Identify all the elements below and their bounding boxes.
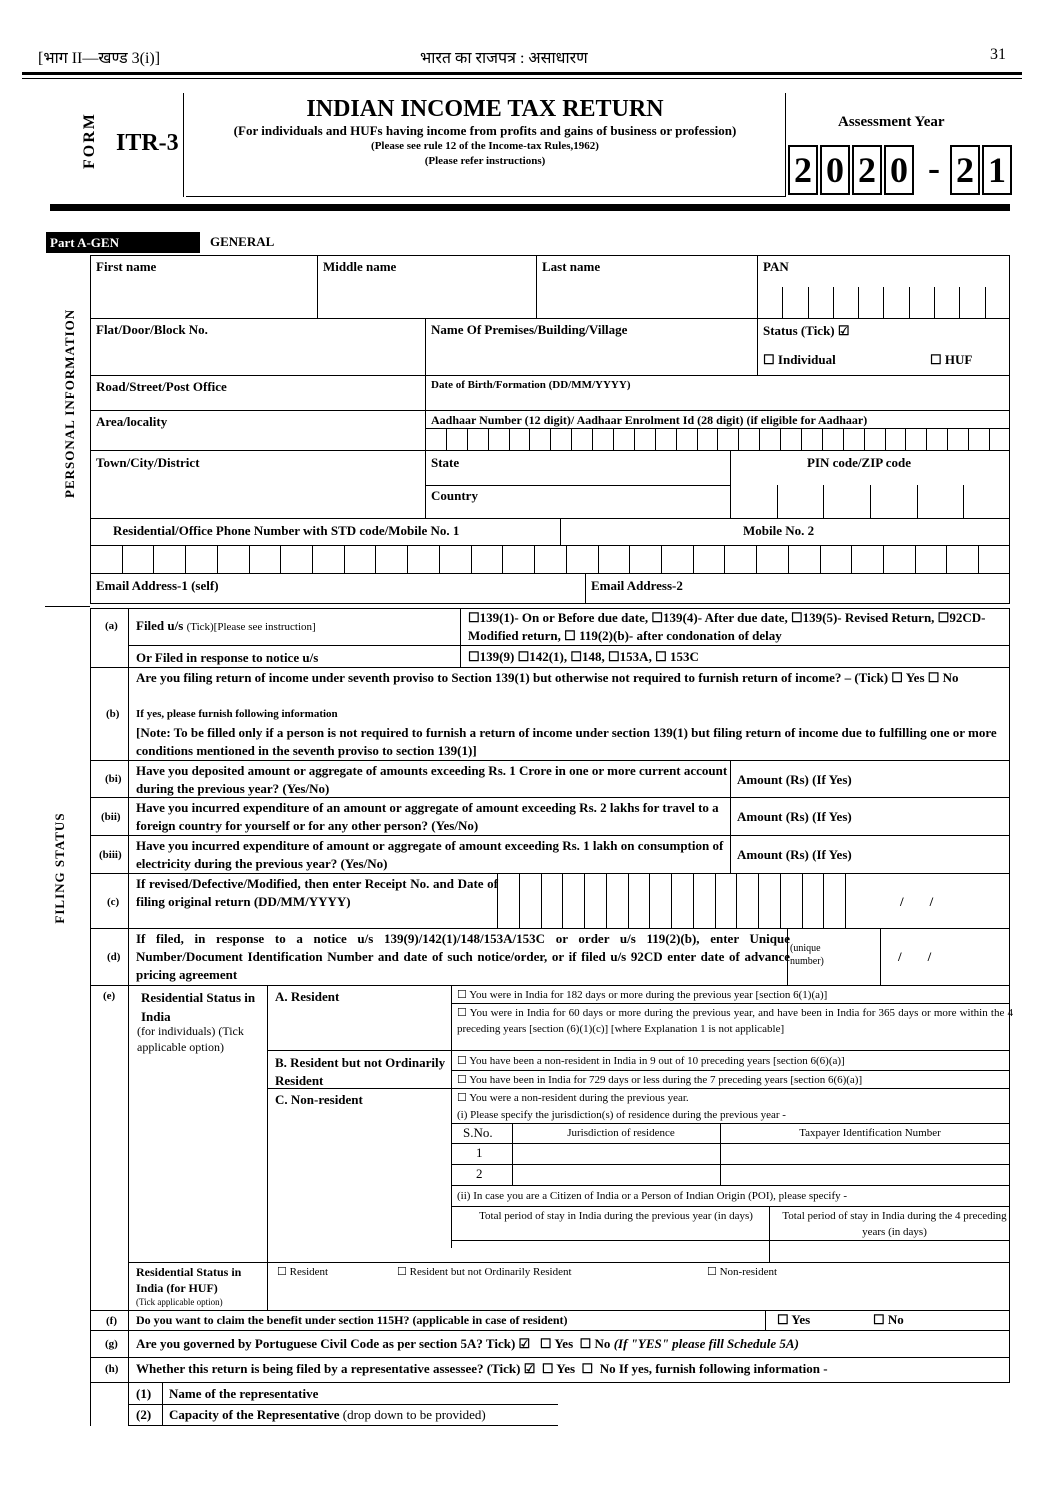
digit-box[interactable] (978, 545, 1010, 573)
form-subtitle: (For individuals and HUFs having income from profits and gains of business or profession) (233, 123, 737, 138)
digit-box[interactable] (661, 545, 693, 573)
digit-box[interactable] (934, 287, 959, 318)
amount-label[interactable]: Amount (Rs) (If Yes) (737, 809, 852, 824)
jurisdiction-row-1: 1 (476, 1145, 483, 1160)
filed-us-text: Filed u/s (136, 618, 184, 633)
digit-box[interactable] (757, 287, 782, 318)
assessment-year-digit: 0 (820, 145, 850, 195)
row-line (90, 1382, 1010, 1383)
country-label: Country (431, 488, 478, 503)
residential-status-title: Residential Status in India (141, 990, 256, 1024)
tin-header: Taxpayer Identification Number (799, 1127, 941, 1139)
jurisdiction-row-2: 2 (476, 1166, 483, 1181)
digit-box[interactable] (780, 428, 801, 450)
form-title: INDIAN INCOME TAX RETURN (306, 96, 664, 122)
digit-box[interactable] (550, 428, 571, 450)
digit-box[interactable] (989, 428, 1010, 450)
row-line (451, 1164, 1010, 1165)
digit-box[interactable] (613, 428, 634, 450)
digit-box[interactable] (963, 485, 1010, 518)
pin-code-input[interactable] (730, 485, 1010, 518)
filed-us-label (131, 616, 321, 637)
digit-box[interactable] (883, 545, 915, 573)
digit-box[interactable] (959, 287, 984, 318)
digit-box[interactable] (715, 873, 737, 928)
pan-input[interactable] (757, 287, 1010, 318)
item-index: (g) (105, 1338, 118, 1350)
sno-header: S.No. (463, 1125, 493, 1140)
digit-box[interactable] (730, 485, 777, 518)
resident-option-2[interactable]: ☐ You were in India for 60 days or more during the previous year, and have been in India for 365 days or more within the 4 preceding years [section (6)(1)(c)] [where Explanation 1 is not applicable] (457, 1007, 1013, 1035)
rnor-option-2[interactable]: ☐ You have been in India for 729 days or less during the 7 preceding years [section 6(6)(a)] (457, 1074, 863, 1086)
huf-resident-checkbox[interactable]: ☐ Resident (277, 1266, 329, 1278)
middle-name-label: Middle name (323, 259, 397, 274)
item-index: (h) (105, 1363, 119, 1375)
digit-box[interactable] (905, 428, 926, 450)
notice-order-question: If filed, in response to a notice u/s 139(9)/142(1)/148/153A/153C or order u/s 119(2)(b), enter Unique Number/Document Identification Number and date of such notice/order, or if filed u/s 92CD enter date of advance pricing agreement (136, 931, 790, 982)
digit-box[interactable] (280, 545, 312, 573)
digit-box[interactable] (375, 545, 407, 573)
form-label: FORM (81, 112, 98, 169)
item-index: (f) (106, 1315, 117, 1327)
digit-box[interactable] (606, 873, 628, 928)
current-account-question: Have you deposited amount or aggregate of amounts exceeding Rs. 1 Crore in one or more current account during the previous year? (Yes/No) (136, 763, 728, 796)
huf-status-title: Residential Status in India (for HUF) (136, 1265, 242, 1295)
digit-box[interactable] (446, 428, 467, 450)
jurisdiction-instruction: (i) Please specify the jurisdiction(s) of residence during the previous year - (457, 1109, 786, 1121)
portuguese-code-text: Are you governed by Portuguese Civil Code as per section 5A? Tick) ☑ ☐ Yes ☐ No (136, 1336, 611, 1351)
digit-box[interactable] (909, 287, 934, 318)
digit-box[interactable] (634, 428, 655, 450)
digit-box[interactable] (502, 545, 534, 573)
filing-status-side-label: FILING STATUS (52, 812, 67, 924)
digit-box[interactable] (598, 545, 630, 573)
digit-box[interactable] (439, 545, 471, 573)
assessment-year-digit: 2 (852, 145, 882, 195)
status-label: Status (Tick) ☑ (763, 323, 850, 338)
non-resident-label: C. Non-resident (275, 1092, 363, 1107)
digit-box[interactable] (758, 873, 780, 928)
divider (186, 196, 786, 197)
item-index: (2) (136, 1407, 152, 1422)
item-index: (b) (106, 708, 120, 720)
dob-label: Date of Birth/Formation (DD/MM/YYYY) (431, 379, 631, 391)
divider (22, 72, 1022, 75)
row-line (90, 1357, 1010, 1358)
row-line (451, 1185, 1010, 1186)
pan-label: PAN (763, 259, 789, 274)
digit-box[interactable] (693, 545, 725, 573)
digit-box[interactable] (917, 485, 964, 518)
digit-box[interactable] (780, 873, 802, 928)
item-index: (biii) (99, 849, 122, 861)
digit-box[interactable] (584, 873, 606, 928)
original-return-date[interactable]: / / (900, 894, 934, 909)
form-title-block (186, 96, 784, 169)
col-line (128, 608, 129, 1426)
digit-box[interactable] (509, 428, 530, 450)
representative-name-label: Name of the representative (169, 1386, 319, 1401)
digit-box[interactable] (566, 545, 598, 573)
receipt-number-input[interactable] (497, 873, 867, 928)
divider (785, 93, 786, 197)
digit-box[interactable] (649, 873, 671, 928)
town-label: Town/City/District (96, 455, 200, 470)
last-name-label: Last name (542, 259, 601, 274)
status-individual-checkbox[interactable]: ☐ Individual (763, 352, 836, 367)
digit-box[interactable] (985, 287, 1010, 318)
personal-info-side-label: PERSONAL INFORMATION (62, 308, 77, 498)
assessment-year-label: Assessment Year (838, 114, 945, 130)
digit-box[interactable] (217, 545, 249, 573)
representative-capacity-note: (drop down to be provided) (342, 1407, 486, 1422)
digit-box[interactable] (823, 873, 845, 928)
notice-options[interactable]: ☐139(9) ☐142(1), ☐148, ☐153A, ☐ 153C (468, 649, 699, 664)
premises-label: Name Of Premises/Building/Village (431, 322, 628, 337)
notice-label: Or Filed in response to notice u/s (136, 650, 319, 665)
digit-box[interactable] (541, 873, 563, 928)
col-line (560, 518, 561, 545)
part-label: Part A-GEN (46, 232, 200, 253)
digit-box[interactable] (947, 428, 968, 450)
digit-box[interactable] (845, 873, 867, 928)
digit-box[interactable] (802, 873, 824, 928)
foreign-travel-question: Have you incurred expenditure of an amount or aggregate of amount exceeding Rs. 2 lakhs for travel to a foreign country for yourself or for any other person? (Yes/No) (136, 800, 719, 833)
row-line (451, 1143, 1010, 1144)
area-label: Area/locality (96, 414, 168, 429)
digit-box[interactable] (759, 428, 780, 450)
digit-box[interactable] (655, 428, 676, 450)
digit-box[interactable] (823, 485, 870, 518)
row-line (90, 318, 1010, 319)
digit-box[interactable] (858, 287, 883, 318)
digit-box[interactable] (312, 545, 344, 573)
digit-box[interactable] (777, 485, 824, 518)
digit-box[interactable] (736, 873, 758, 928)
seventh-proviso-question[interactable]: Are you filing return of income under seventh proviso to Section 139(1) but otherwise not required to furnish return of income? – (Tick) ☐ Yes ☐ No (136, 670, 959, 685)
page-number: 31 (990, 46, 1006, 63)
digit-box[interactable] (782, 287, 807, 318)
digit-box[interactable] (519, 873, 541, 928)
digit-box[interactable] (833, 287, 858, 318)
item-index: (c) (107, 896, 120, 908)
digit-box[interactable] (717, 428, 738, 450)
residential-status-sub: (for individuals) (Tick applicable option) (137, 1024, 244, 1054)
digit-box[interactable] (471, 545, 503, 573)
digit-box[interactable] (885, 428, 906, 450)
row-line (267, 1050, 1010, 1051)
digit-box[interactable] (693, 873, 715, 928)
col-line (162, 1382, 163, 1425)
col-line (90, 608, 91, 1426)
status-huf-checkbox[interactable]: ☐ HUF (930, 352, 973, 367)
first-name-label: First name (96, 259, 157, 274)
row-line (90, 518, 1010, 519)
item-index: (bii) (101, 811, 121, 823)
stay-4-years-header: Total period of stay in India during the 4 preceding years (in days) (782, 1210, 1007, 1238)
form-refer: (Please refer instructions) (424, 155, 546, 167)
representative-capacity-text: Capacity of the Representative (169, 1407, 340, 1422)
flat-label: Flat/Door/Block No. (96, 322, 208, 337)
huf-status-sub: (Tick applicable option) (136, 1297, 223, 1307)
digit-box[interactable] (820, 545, 852, 573)
amount-label[interactable]: Amount (Rs) (If Yes) (737, 772, 852, 787)
item-index: (d) (107, 951, 121, 963)
digit-box[interactable] (883, 287, 908, 318)
assessment-year-digit: - (928, 148, 940, 188)
item-index: (1) (136, 1386, 152, 1401)
digit-box[interactable] (562, 873, 584, 928)
phone-number-input[interactable] (90, 545, 1010, 573)
col-line (765, 1310, 766, 1330)
digit-box[interactable] (724, 545, 756, 573)
digit-box[interactable] (915, 545, 947, 573)
assessment-year-digit: 0 (884, 145, 914, 195)
rnor-label: B. Resident but not Ordinarily Resident (275, 1055, 446, 1088)
resident-label: A. Resident (275, 989, 340, 1004)
original-return-question: If revised/Defective/Modified, then enter Receipt No. and Date of filing original return (DD/MM/YYYY) (136, 876, 498, 909)
digit-box[interactable] (864, 428, 885, 450)
poi-instruction: (ii) In case you are a Citizen of India or a Person of Indian Origin (POI), please specify - (457, 1190, 848, 1202)
item-index: (e) (103, 990, 116, 1002)
amount-label[interactable]: Amount (Rs) (If Yes) (737, 847, 852, 862)
email1-label: Email Address-1 (self) (96, 578, 219, 593)
gazette-title: भारत का राजपत्र : असाधारण (420, 50, 588, 67)
digit-box[interactable] (788, 545, 820, 573)
digit-box[interactable] (571, 428, 592, 450)
portuguese-code-note: (If "YES" please fill Schedule 5A) (613, 1336, 799, 1351)
unique-number-label[interactable]: (unique number) (790, 943, 824, 967)
col-line (880, 928, 881, 985)
digit-box[interactable] (870, 485, 917, 518)
digit-box[interactable] (851, 545, 883, 573)
digit-box[interactable] (344, 545, 376, 573)
portuguese-code-question[interactable] (131, 1334, 804, 1354)
state-label: State (431, 455, 460, 470)
representative-question[interactable]: Whether this return is being filed by a representative assessee? (Tick) ☑ ☐ Yes ☐ No If yes, furnish following information - (136, 1361, 828, 1376)
digit-box[interactable] (843, 428, 864, 450)
row-line (45, 606, 90, 607)
huf-rnor-checkbox[interactable]: ☐ Resident but not Ordinarily Resident (397, 1266, 572, 1278)
phone-label: Residential/Office Phone Number with STD code/Mobile No. 1 (113, 523, 460, 538)
digit-box[interactable] (946, 545, 978, 573)
digit-box[interactable] (425, 428, 446, 450)
part-title: GENERAL (210, 234, 275, 249)
digit-box[interactable] (249, 545, 281, 573)
seventh-proviso-if-yes: If yes, please furnish following information (136, 708, 338, 720)
digit-box[interactable] (407, 545, 439, 573)
filed-us-note: (Tick)[Please see instruction] (186, 621, 316, 633)
seventh-proviso-note: [Note: To be filled only if a person is not required to furnish a return of income under section 139(1) but filing return of income due to fulfilling one or more conditions mentioned in the seventh proviso to section 139(1)] (136, 725, 997, 758)
form-name: ITR-3 (116, 130, 179, 156)
item-index: (bi) (105, 773, 122, 785)
digit-box[interactable] (467, 428, 488, 450)
digit-box[interactable] (592, 428, 613, 450)
road-label: Road/Street/Post Office (96, 379, 227, 394)
digit-box[interactable] (488, 428, 509, 450)
digit-box[interactable] (185, 545, 217, 573)
digit-box[interactable] (534, 545, 566, 573)
gazette-part: [भाग II—खण्ड 3(i)] (38, 50, 161, 67)
assessment-year-digit: 2 (788, 145, 818, 195)
assessment-year-digit: 1 (982, 145, 1012, 195)
notice-date[interactable]: / / (898, 949, 932, 964)
digit-box[interactable] (801, 428, 822, 450)
row-line (90, 1330, 1010, 1331)
rnor-option-1[interactable]: ☐ You have been a non-resident in India in 9 out of 10 preceding years [section 6(6)(a)] (457, 1055, 845, 1067)
filed-us-options[interactable]: ☐139(1)- On or Before due date, ☐139(4)- After due date, ☐139(5)- Revised Return, ☐92CD-Modified return, ☐ 119(2)(b)- after condonation of delay (468, 610, 986, 643)
digit-box[interactable] (822, 428, 843, 450)
digit-box[interactable] (628, 873, 650, 928)
aadhaar-input[interactable] (425, 428, 1010, 450)
mobile2-label: Mobile No. 2 (743, 523, 815, 538)
form-rule: (Please see rule 12 of the Income-tax Rules,1962) (371, 140, 599, 152)
pin-label: PIN code/ZIP code (807, 455, 911, 470)
email2-label: Email Address-2 (591, 578, 683, 593)
digit-box[interactable] (671, 873, 693, 928)
digit-box[interactable] (968, 428, 989, 450)
digit-box[interactable] (926, 428, 947, 450)
digit-box[interactable] (529, 428, 550, 450)
row-line (90, 573, 1010, 574)
digit-box[interactable] (629, 545, 661, 573)
stay-previous-year-header: Total period of stay in India during the previous year (in days) (479, 1210, 753, 1222)
divider (22, 78, 1022, 79)
digit-box[interactable] (808, 287, 833, 318)
row-line (128, 1425, 558, 1426)
divider (183, 93, 184, 197)
jurisdiction-header: Jurisdiction of residence (567, 1127, 675, 1139)
assessment-year-digit: 2 (950, 145, 980, 195)
digit-box[interactable] (153, 545, 185, 573)
resident-option-1[interactable]: ☐ You were in India for 182 days or more during the previous year [section 6(1)(a)] (457, 989, 828, 1001)
aadhaar-label: Aadhaar Number (12 digit)/ Aadhaar Enrolment Id (28 digit) (if eligible for Aadhaar) (431, 413, 868, 427)
digit-box[interactable] (697, 428, 718, 450)
representative-capacity-label (164, 1405, 491, 1425)
huf-non-resident-checkbox[interactable]: ☐ Non-resident (707, 1266, 778, 1278)
divider (50, 204, 1010, 211)
digit-box[interactable] (122, 545, 154, 573)
digit-box[interactable] (738, 428, 759, 450)
digit-box[interactable] (756, 545, 788, 573)
digit-box[interactable] (90, 545, 122, 573)
col-line (460, 608, 461, 667)
electricity-question: Have you incurred expenditure of amount or aggregate of amount exceeding Rs. 1 lakh on consumption of electricity during the previous year? (Yes/No) (136, 838, 724, 871)
section-115h-yes[interactable]: ☐ Yes (777, 1312, 811, 1327)
section-115h-no[interactable]: ☐ No (873, 1312, 904, 1327)
row-line (90, 450, 1010, 451)
non-resident-option[interactable]: ☐ You were a non-resident during the previous year. (457, 1092, 689, 1104)
item-index: (a) (105, 620, 118, 632)
section-115h-question: Do you want to claim the benefit under section 115H? (applicable in case of resident) (136, 1313, 568, 1327)
digit-box[interactable] (676, 428, 697, 450)
